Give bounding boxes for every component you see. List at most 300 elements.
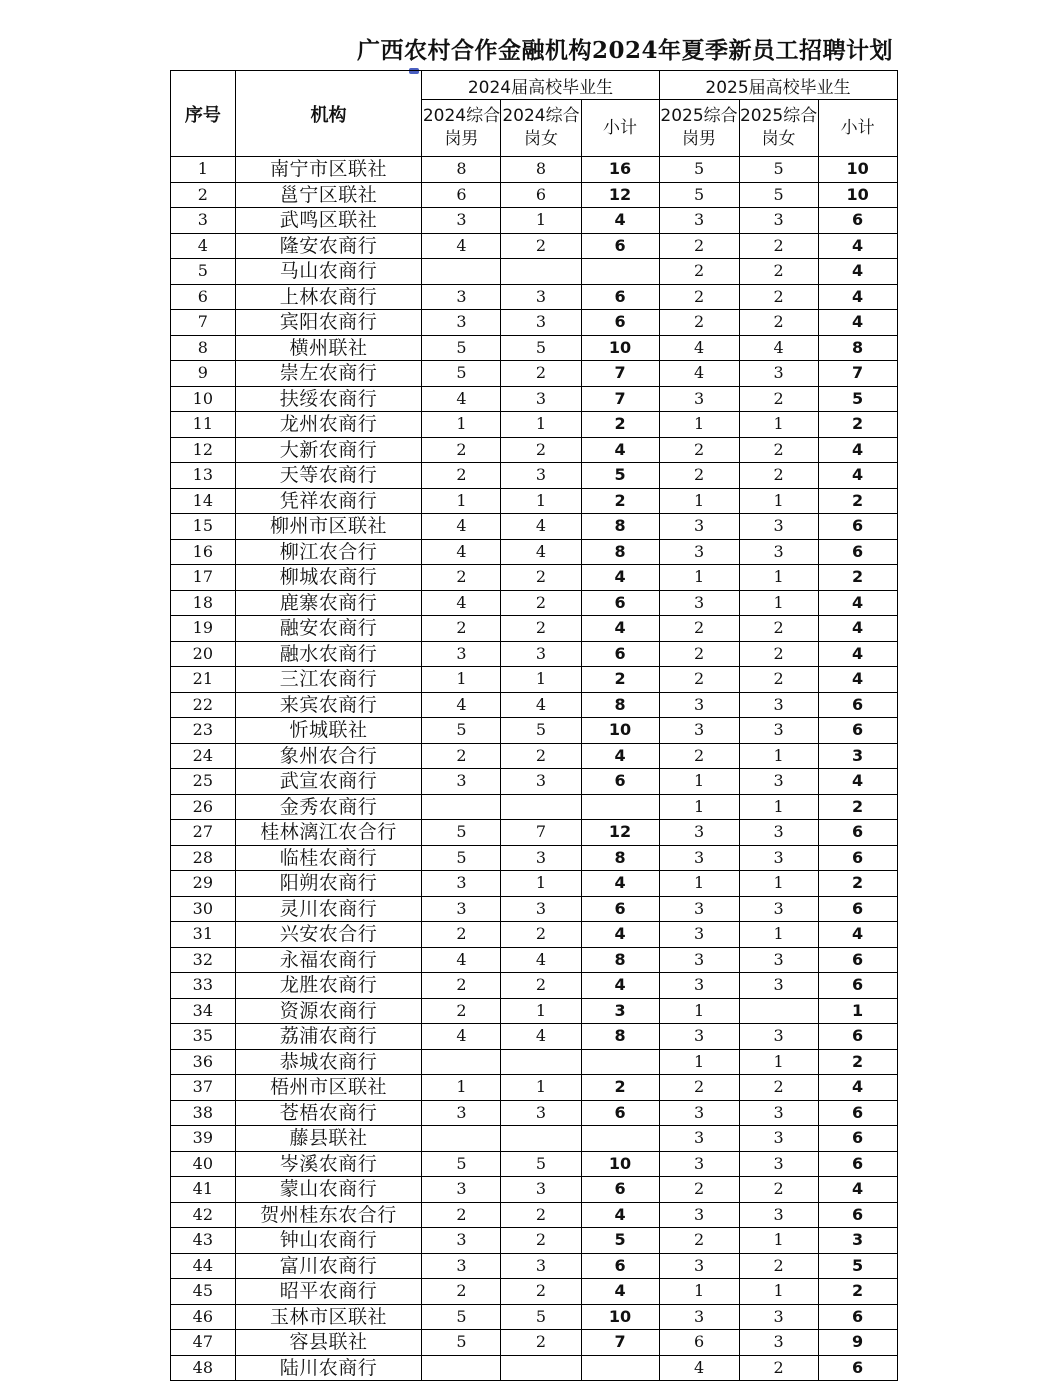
subtotal-2024-cell[interactable] (581, 794, 659, 820)
seq-cell[interactable]: 18 (171, 590, 236, 616)
female-2025-cell[interactable]: 1 (739, 1279, 818, 1305)
org-cell[interactable]: 崇左农商行 (235, 361, 422, 387)
org-cell[interactable]: 柳江农合行 (235, 539, 422, 565)
org-cell[interactable]: 隆安农商行 (235, 233, 422, 259)
org-cell[interactable]: 富川农商行 (235, 1253, 422, 1279)
male-2025-cell[interactable]: 3 (659, 1304, 739, 1330)
seq-cell[interactable]: 1 (171, 157, 236, 183)
male-2025-cell[interactable]: 2 (659, 667, 739, 693)
seq-cell[interactable]: 45 (171, 1279, 236, 1305)
male-2024-cell[interactable]: 5 (422, 718, 501, 744)
subtotal-2025-cell[interactable]: 6 (818, 718, 897, 744)
male-2024-cell[interactable]: 4 (422, 539, 501, 565)
male-2024-cell[interactable]: 3 (422, 641, 501, 667)
org-cell[interactable]: 来宾农商行 (235, 692, 422, 718)
org-cell[interactable]: 临桂农商行 (235, 845, 422, 871)
male-2024-cell[interactable]: 5 (422, 1151, 501, 1177)
seq-cell[interactable]: 27 (171, 820, 236, 846)
subtotal-2024-cell[interactable]: 2 (581, 1075, 659, 1101)
male-2025-cell[interactable]: 2 (659, 463, 739, 489)
female-2024-cell[interactable]: 7 (501, 820, 581, 846)
org-cell[interactable]: 南宁市区联社 (235, 157, 422, 183)
subtotal-2024-cell[interactable] (581, 259, 659, 285)
subtotal-2025-cell[interactable]: 4 (818, 1177, 897, 1203)
female-2025-cell[interactable]: 3 (739, 539, 818, 565)
seq-cell[interactable]: 47 (171, 1330, 236, 1356)
subtotal-2025-cell[interactable]: 4 (818, 310, 897, 336)
subtotal-2024-cell[interactable]: 2 (581, 667, 659, 693)
org-cell[interactable]: 钟山农商行 (235, 1228, 422, 1254)
female-2025-cell[interactable]: 2 (739, 616, 818, 642)
female-2024-cell[interactable] (501, 1049, 581, 1075)
subtotal-2024-cell[interactable]: 4 (581, 922, 659, 948)
subtotal-2024-cell[interactable]: 10 (581, 335, 659, 361)
male-2024-cell[interactable]: 4 (422, 514, 501, 540)
male-2024-cell[interactable] (422, 1049, 501, 1075)
seq-cell[interactable]: 48 (171, 1355, 236, 1381)
female-2025-cell[interactable]: 1 (739, 590, 818, 616)
female-2025-cell[interactable]: 3 (739, 692, 818, 718)
subtotal-2024-cell[interactable]: 2 (581, 412, 659, 438)
female-2024-cell[interactable] (501, 259, 581, 285)
subtotal-2025-cell[interactable]: 9 (818, 1330, 897, 1356)
seq-cell[interactable]: 33 (171, 973, 236, 999)
male-2025-cell[interactable]: 3 (659, 1253, 739, 1279)
seq-cell[interactable]: 9 (171, 361, 236, 387)
male-2025-cell[interactable]: 1 (659, 871, 739, 897)
female-2025-cell[interactable]: 3 (739, 947, 818, 973)
subtotal-2025-cell[interactable]: 6 (818, 973, 897, 999)
seq-cell[interactable]: 5 (171, 259, 236, 285)
female-2025-cell[interactable]: 2 (739, 437, 818, 463)
male-2024-cell[interactable]: 5 (422, 1330, 501, 1356)
seq-cell[interactable]: 46 (171, 1304, 236, 1330)
org-cell[interactable]: 武宣农商行 (235, 769, 422, 795)
male-2025-cell[interactable]: 2 (659, 1228, 739, 1254)
seq-cell[interactable]: 11 (171, 412, 236, 438)
subtotal-2025-cell[interactable]: 4 (818, 667, 897, 693)
subtotal-2025-cell[interactable]: 5 (818, 1253, 897, 1279)
female-2024-cell[interactable]: 3 (501, 284, 581, 310)
org-cell[interactable]: 龙胜农商行 (235, 973, 422, 999)
male-2024-cell[interactable] (422, 1126, 501, 1152)
male-2025-cell[interactable]: 1 (659, 488, 739, 514)
male-2025-cell[interactable]: 5 (659, 157, 739, 183)
subtotal-2024-cell[interactable] (581, 1355, 659, 1381)
subtotal-2024-cell[interactable]: 10 (581, 718, 659, 744)
male-2025-cell[interactable]: 3 (659, 1024, 739, 1050)
female-2024-cell[interactable]: 3 (501, 769, 581, 795)
subtotal-2024-cell[interactable]: 12 (581, 820, 659, 846)
female-2024-cell[interactable]: 1 (501, 871, 581, 897)
male-2024-cell[interactable] (422, 1355, 501, 1381)
subtotal-2024-cell[interactable]: 4 (581, 743, 659, 769)
male-2024-cell[interactable]: 6 (422, 182, 501, 208)
org-cell[interactable]: 金秀农商行 (235, 794, 422, 820)
org-cell[interactable]: 三江农商行 (235, 667, 422, 693)
org-cell[interactable]: 灵川农商行 (235, 896, 422, 922)
subtotal-2025-cell[interactable]: 6 (818, 539, 897, 565)
subtotal-2024-cell[interactable]: 8 (581, 514, 659, 540)
male-2024-cell[interactable]: 4 (422, 692, 501, 718)
female-2025-cell[interactable]: 5 (739, 157, 818, 183)
female-2024-cell[interactable] (501, 1126, 581, 1152)
female-2025-cell[interactable]: 1 (739, 565, 818, 591)
male-2024-cell[interactable]: 3 (422, 284, 501, 310)
female-2025-cell[interactable]: 2 (739, 259, 818, 285)
subtotal-2024-cell[interactable]: 4 (581, 1279, 659, 1305)
org-cell[interactable]: 藤县联社 (235, 1126, 422, 1152)
female-2025-cell[interactable]: 2 (739, 463, 818, 489)
subtotal-2024-cell[interactable]: 8 (581, 1024, 659, 1050)
female-2025-cell[interactable]: 1 (739, 794, 818, 820)
male-2024-cell[interactable]: 2 (422, 616, 501, 642)
seq-cell[interactable]: 44 (171, 1253, 236, 1279)
subtotal-2024-cell[interactable]: 4 (581, 1202, 659, 1228)
female-2025-cell[interactable]: 1 (739, 412, 818, 438)
seq-cell[interactable]: 2 (171, 182, 236, 208)
male-2024-cell[interactable]: 1 (422, 488, 501, 514)
female-2024-cell[interactable]: 4 (501, 539, 581, 565)
male-2024-cell[interactable]: 5 (422, 820, 501, 846)
seq-cell[interactable]: 26 (171, 794, 236, 820)
org-cell[interactable]: 大新农商行 (235, 437, 422, 463)
male-2024-cell[interactable]: 2 (422, 463, 501, 489)
male-2025-cell[interactable]: 1 (659, 565, 739, 591)
org-cell[interactable]: 兴安农合行 (235, 922, 422, 948)
male-2024-cell[interactable]: 4 (422, 386, 501, 412)
male-2024-cell[interactable]: 5 (422, 361, 501, 387)
seq-cell[interactable]: 40 (171, 1151, 236, 1177)
subtotal-2025-cell[interactable]: 2 (818, 1049, 897, 1075)
subtotal-2025-cell[interactable]: 4 (818, 233, 897, 259)
female-2024-cell[interactable]: 4 (501, 514, 581, 540)
male-2024-cell[interactable]: 2 (422, 922, 501, 948)
subtotal-2024-cell[interactable]: 8 (581, 539, 659, 565)
female-2025-cell[interactable]: 1 (739, 922, 818, 948)
male-2025-cell[interactable]: 3 (659, 922, 739, 948)
subtotal-2025-cell[interactable]: 2 (818, 794, 897, 820)
female-2025-cell[interactable]: 2 (739, 386, 818, 412)
org-cell[interactable]: 忻城联社 (235, 718, 422, 744)
female-2025-cell[interactable]: 2 (739, 233, 818, 259)
female-2025-cell[interactable]: 5 (739, 182, 818, 208)
female-2024-cell[interactable]: 2 (501, 616, 581, 642)
male-2025-cell[interactable]: 2 (659, 1177, 739, 1203)
subtotal-2025-cell[interactable]: 6 (818, 1151, 897, 1177)
seq-cell[interactable]: 8 (171, 335, 236, 361)
seq-cell[interactable]: 16 (171, 539, 236, 565)
male-2025-cell[interactable]: 3 (659, 1100, 739, 1126)
subtotal-2024-cell[interactable]: 6 (581, 1100, 659, 1126)
subtotal-2025-cell[interactable]: 4 (818, 922, 897, 948)
female-2024-cell[interactable]: 2 (501, 973, 581, 999)
subtotal-2025-cell[interactable]: 4 (818, 437, 897, 463)
subtotal-2025-cell[interactable]: 6 (818, 208, 897, 234)
seq-cell[interactable]: 37 (171, 1075, 236, 1101)
female-2024-cell[interactable]: 2 (501, 361, 581, 387)
male-2025-cell[interactable]: 2 (659, 284, 739, 310)
org-cell[interactable]: 永福农商行 (235, 947, 422, 973)
subtotal-2024-cell[interactable]: 16 (581, 157, 659, 183)
male-2025-cell[interactable]: 3 (659, 692, 739, 718)
male-2025-cell[interactable]: 3 (659, 514, 739, 540)
female-2025-cell[interactable]: 3 (739, 845, 818, 871)
subtotal-2024-cell[interactable]: 7 (581, 1330, 659, 1356)
female-2025-cell[interactable]: 3 (739, 1100, 818, 1126)
female-2024-cell[interactable]: 3 (501, 1253, 581, 1279)
subtotal-2025-cell[interactable]: 2 (818, 565, 897, 591)
subtotal-2024-cell[interactable]: 6 (581, 590, 659, 616)
male-2025-cell[interactable]: 3 (659, 845, 739, 871)
female-2024-cell[interactable]: 3 (501, 386, 581, 412)
seq-cell[interactable]: 31 (171, 922, 236, 948)
subtotal-2024-cell[interactable]: 10 (581, 1151, 659, 1177)
female-2024-cell[interactable]: 2 (501, 590, 581, 616)
subtotal-2025-cell[interactable]: 4 (818, 463, 897, 489)
male-2024-cell[interactable]: 2 (422, 565, 501, 591)
female-2024-cell[interactable] (501, 794, 581, 820)
male-2024-cell[interactable]: 3 (422, 208, 501, 234)
male-2025-cell[interactable]: 3 (659, 896, 739, 922)
female-2024-cell[interactable]: 8 (501, 157, 581, 183)
female-2025-cell[interactable]: 3 (739, 1151, 818, 1177)
org-cell[interactable]: 玉林市区联社 (235, 1304, 422, 1330)
female-2025-cell[interactable]: 3 (739, 1126, 818, 1152)
subtotal-2024-cell[interactable]: 4 (581, 208, 659, 234)
male-2025-cell[interactable]: 3 (659, 386, 739, 412)
subtotal-2025-cell[interactable]: 6 (818, 1024, 897, 1050)
seq-cell[interactable]: 41 (171, 1177, 236, 1203)
seq-cell[interactable]: 36 (171, 1049, 236, 1075)
org-cell[interactable]: 天等农商行 (235, 463, 422, 489)
female-2024-cell[interactable]: 2 (501, 1228, 581, 1254)
female-2025-cell[interactable]: 2 (739, 641, 818, 667)
female-2024-cell[interactable]: 3 (501, 310, 581, 336)
subtotal-2025-cell[interactable]: 6 (818, 692, 897, 718)
seq-cell[interactable]: 15 (171, 514, 236, 540)
female-2024-cell[interactable]: 1 (501, 998, 581, 1024)
male-2024-cell[interactable]: 1 (422, 1075, 501, 1101)
female-2024-cell[interactable]: 2 (501, 233, 581, 259)
org-cell[interactable]: 贺州桂东农合行 (235, 1202, 422, 1228)
seq-cell[interactable]: 13 (171, 463, 236, 489)
male-2025-cell[interactable]: 2 (659, 743, 739, 769)
subtotal-2025-cell[interactable]: 6 (818, 820, 897, 846)
male-2024-cell[interactable]: 3 (422, 1228, 501, 1254)
subtotal-2025-cell[interactable]: 4 (818, 616, 897, 642)
seq-cell[interactable]: 21 (171, 667, 236, 693)
subtotal-2025-cell[interactable]: 2 (818, 871, 897, 897)
org-cell[interactable]: 资源农商行 (235, 998, 422, 1024)
female-2025-cell[interactable]: 2 (739, 1355, 818, 1381)
org-cell[interactable]: 阳朔农商行 (235, 871, 422, 897)
org-cell[interactable]: 融水农商行 (235, 641, 422, 667)
female-2025-cell[interactable]: 4 (739, 335, 818, 361)
male-2025-cell[interactable]: 3 (659, 590, 739, 616)
male-2025-cell[interactable]: 1 (659, 1049, 739, 1075)
male-2025-cell[interactable]: 5 (659, 182, 739, 208)
female-2024-cell[interactable]: 5 (501, 1304, 581, 1330)
female-2025-cell[interactable]: 3 (739, 1202, 818, 1228)
male-2024-cell[interactable]: 5 (422, 1304, 501, 1330)
subtotal-2024-cell[interactable]: 2 (581, 488, 659, 514)
subtotal-2025-cell[interactable]: 3 (818, 743, 897, 769)
subtotal-2025-cell[interactable]: 6 (818, 845, 897, 871)
male-2025-cell[interactable]: 3 (659, 973, 739, 999)
subtotal-2024-cell[interactable]: 7 (581, 386, 659, 412)
subtotal-2025-cell[interactable]: 2 (818, 412, 897, 438)
female-2025-cell[interactable]: 1 (739, 743, 818, 769)
subtotal-2024-cell[interactable]: 5 (581, 1228, 659, 1254)
org-cell[interactable]: 昭平农商行 (235, 1279, 422, 1305)
male-2024-cell[interactable]: 2 (422, 743, 501, 769)
female-2025-cell[interactable]: 1 (739, 871, 818, 897)
seq-cell[interactable]: 4 (171, 233, 236, 259)
female-2024-cell[interactable]: 3 (501, 1100, 581, 1126)
subtotal-2025-cell[interactable]: 1 (818, 998, 897, 1024)
female-2024-cell[interactable]: 1 (501, 412, 581, 438)
subtotal-2024-cell[interactable]: 8 (581, 692, 659, 718)
male-2024-cell[interactable]: 2 (422, 973, 501, 999)
seq-cell[interactable]: 30 (171, 896, 236, 922)
male-2025-cell[interactable]: 3 (659, 947, 739, 973)
subtotal-2025-cell[interactable]: 6 (818, 947, 897, 973)
female-2024-cell[interactable]: 3 (501, 896, 581, 922)
female-2025-cell[interactable]: 2 (739, 667, 818, 693)
seq-cell[interactable]: 32 (171, 947, 236, 973)
female-2024-cell[interactable]: 4 (501, 692, 581, 718)
female-2024-cell[interactable]: 3 (501, 1177, 581, 1203)
female-2024-cell[interactable]: 2 (501, 565, 581, 591)
subtotal-2025-cell[interactable]: 6 (818, 1100, 897, 1126)
male-2024-cell[interactable]: 4 (422, 590, 501, 616)
female-2024-cell[interactable]: 5 (501, 1151, 581, 1177)
male-2025-cell[interactable]: 2 (659, 310, 739, 336)
female-2024-cell[interactable]: 2 (501, 922, 581, 948)
female-2025-cell[interactable]: 3 (739, 1330, 818, 1356)
male-2025-cell[interactable]: 2 (659, 641, 739, 667)
female-2025-cell[interactable]: 3 (739, 514, 818, 540)
male-2024-cell[interactable]: 3 (422, 871, 501, 897)
subtotal-2024-cell[interactable]: 4 (581, 437, 659, 463)
org-cell[interactable]: 柳州市区联社 (235, 514, 422, 540)
female-2024-cell[interactable]: 3 (501, 463, 581, 489)
subtotal-2025-cell[interactable]: 8 (818, 335, 897, 361)
subtotal-2025-cell[interactable]: 4 (818, 259, 897, 285)
female-2025-cell[interactable]: 3 (739, 820, 818, 846)
male-2024-cell[interactable]: 2 (422, 1202, 501, 1228)
org-cell[interactable]: 马山农商行 (235, 259, 422, 285)
subtotal-2024-cell[interactable]: 4 (581, 973, 659, 999)
subtotal-2025-cell[interactable]: 2 (818, 1279, 897, 1305)
male-2025-cell[interactable]: 1 (659, 769, 739, 795)
seq-cell[interactable]: 14 (171, 488, 236, 514)
female-2025-cell[interactable]: 3 (739, 1304, 818, 1330)
seq-cell[interactable]: 39 (171, 1126, 236, 1152)
female-2025-cell[interactable]: 2 (739, 284, 818, 310)
seq-cell[interactable]: 28 (171, 845, 236, 871)
male-2025-cell[interactable]: 3 (659, 820, 739, 846)
org-cell[interactable]: 柳城农商行 (235, 565, 422, 591)
female-2024-cell[interactable]: 1 (501, 208, 581, 234)
subtotal-2024-cell[interactable]: 4 (581, 565, 659, 591)
org-cell[interactable]: 龙州农商行 (235, 412, 422, 438)
female-2024-cell[interactable]: 3 (501, 641, 581, 667)
female-2024-cell[interactable]: 5 (501, 335, 581, 361)
male-2024-cell[interactable] (422, 794, 501, 820)
male-2024-cell[interactable]: 3 (422, 1177, 501, 1203)
org-cell[interactable]: 恭城农商行 (235, 1049, 422, 1075)
org-cell[interactable]: 邕宁区联社 (235, 182, 422, 208)
subtotal-2024-cell[interactable]: 6 (581, 1253, 659, 1279)
subtotal-2025-cell[interactable]: 2 (818, 488, 897, 514)
male-2024-cell[interactable]: 3 (422, 769, 501, 795)
subtotal-2024-cell[interactable]: 4 (581, 616, 659, 642)
subtotal-2025-cell[interactable]: 7 (818, 361, 897, 387)
seq-cell[interactable]: 34 (171, 998, 236, 1024)
female-2025-cell[interactable]: 2 (739, 1177, 818, 1203)
org-cell[interactable]: 武鸣区联社 (235, 208, 422, 234)
male-2024-cell[interactable]: 3 (422, 1253, 501, 1279)
subtotal-2025-cell[interactable]: 4 (818, 590, 897, 616)
org-cell[interactable]: 鹿寨农商行 (235, 590, 422, 616)
subtotal-2025-cell[interactable]: 10 (818, 157, 897, 183)
org-cell[interactable]: 岑溪农商行 (235, 1151, 422, 1177)
female-2024-cell[interactable]: 1 (501, 1075, 581, 1101)
female-2025-cell[interactable]: 2 (739, 1253, 818, 1279)
female-2025-cell[interactable]: 2 (739, 1075, 818, 1101)
male-2025-cell[interactable]: 6 (659, 1330, 739, 1356)
female-2024-cell[interactable]: 1 (501, 488, 581, 514)
org-cell[interactable]: 融安农商行 (235, 616, 422, 642)
org-cell[interactable]: 梧州市区联社 (235, 1075, 422, 1101)
seq-cell[interactable]: 22 (171, 692, 236, 718)
subtotal-2025-cell[interactable]: 4 (818, 641, 897, 667)
org-cell[interactable]: 荔浦农商行 (235, 1024, 422, 1050)
male-2024-cell[interactable]: 4 (422, 233, 501, 259)
subtotal-2024-cell[interactable]: 8 (581, 845, 659, 871)
female-2024-cell[interactable]: 3 (501, 845, 581, 871)
seq-cell[interactable]: 12 (171, 437, 236, 463)
subtotal-2025-cell[interactable]: 3 (818, 1228, 897, 1254)
org-cell[interactable]: 上林农商行 (235, 284, 422, 310)
female-2025-cell[interactable]: 3 (739, 769, 818, 795)
female-2024-cell[interactable]: 2 (501, 743, 581, 769)
subtotal-2024-cell[interactable] (581, 1126, 659, 1152)
subtotal-2025-cell[interactable]: 6 (818, 514, 897, 540)
female-2025-cell[interactable]: 1 (739, 1228, 818, 1254)
org-cell[interactable]: 容县联社 (235, 1330, 422, 1356)
male-2025-cell[interactable]: 1 (659, 998, 739, 1024)
female-2025-cell[interactable]: 3 (739, 973, 818, 999)
male-2024-cell[interactable]: 5 (422, 845, 501, 871)
male-2024-cell[interactable]: 3 (422, 896, 501, 922)
male-2024-cell[interactable]: 2 (422, 1279, 501, 1305)
female-2024-cell[interactable]: 2 (501, 437, 581, 463)
female-2024-cell[interactable]: 5 (501, 718, 581, 744)
seq-cell[interactable]: 20 (171, 641, 236, 667)
subtotal-2024-cell[interactable]: 6 (581, 641, 659, 667)
subtotal-2024-cell[interactable]: 6 (581, 769, 659, 795)
subtotal-2025-cell[interactable]: 6 (818, 1126, 897, 1152)
org-cell[interactable]: 陆川农商行 (235, 1355, 422, 1381)
subtotal-2024-cell[interactable]: 10 (581, 1304, 659, 1330)
male-2025-cell[interactable]: 3 (659, 1202, 739, 1228)
org-cell[interactable]: 宾阳农商行 (235, 310, 422, 336)
male-2025-cell[interactable]: 3 (659, 539, 739, 565)
subtotal-2025-cell[interactable]: 6 (818, 1202, 897, 1228)
